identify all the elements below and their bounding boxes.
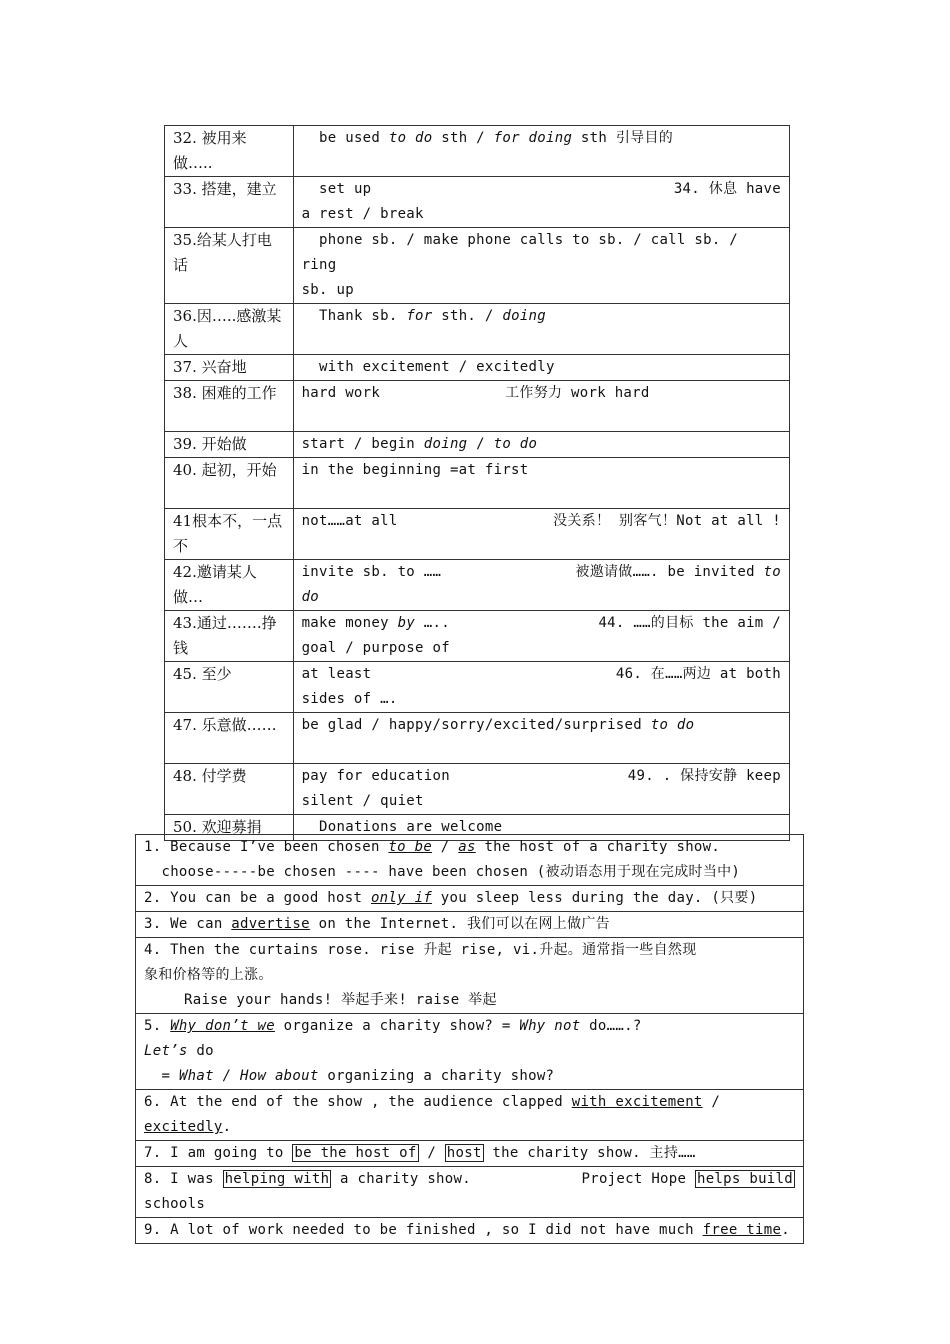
note-4: 4. Then the curtains rose. rise 升起 rise, vi.升起。通常指一些自然现 象和价格等的上涨。 Raise your hands! 举起手来! raise 举起 [136, 938, 804, 1014]
table-row [165, 381, 790, 432]
note-2: 2. You can be a good host only if you sleep less during the day. (只要) [136, 886, 804, 912]
table-row [165, 458, 790, 509]
note-6: 6. At the end of the show , the audience clapped with excitement / excitedly. [136, 1090, 804, 1141]
row-content: be used to do sth / for doing sth 引导目的 [293, 126, 789, 177]
table-row [136, 886, 804, 912]
table-row [136, 1167, 804, 1218]
table-row [165, 560, 790, 611]
table-row [165, 304, 790, 355]
row-label: 50. 欢迎募捐 [165, 815, 294, 841]
row-content: in the beginning =at first [293, 458, 789, 509]
row-content: hard work 工作努力 work hard [293, 381, 789, 432]
row-content: invite sb. to …… 被邀请做……. be invited to do [293, 560, 789, 611]
row-content: phone sb. / make phone calls to sb. / call sb. / ring sb. up [293, 228, 789, 304]
row-label: 36.因…..感激某人 [165, 304, 294, 355]
row-label: 40. 起初，开始 [165, 458, 294, 509]
row-label: 43.通过…….挣钱 [165, 611, 294, 662]
table-row [165, 355, 790, 381]
table-row [165, 126, 790, 177]
table-row [165, 432, 790, 458]
row-label: 33. 搭建，建立 [165, 177, 294, 228]
row-label: 35.给某人打电话 [165, 228, 294, 304]
table-row [165, 509, 790, 560]
vocab-table [164, 125, 790, 841]
table-row [136, 1218, 804, 1244]
row-content: start / begin doing / to do [293, 432, 789, 458]
row-label: 41根本不，一点不 [165, 509, 294, 560]
row-content: be glad / happy/sorry/excited/surprised to do [293, 713, 789, 764]
row-content: Donations are welcome [293, 815, 789, 841]
note-5: 5. Why don’t we organize a charity show? = Why not do…….? Let’s do = What / How about organizing a charity show? [136, 1014, 804, 1090]
note-7: 7. I am going to be the host of / host the charity show. 主持…… [136, 1141, 804, 1167]
row-label: 42.邀请某人做… [165, 560, 294, 611]
row-label: 39. 开始做 [165, 432, 294, 458]
row-content: make money by ….. 44. ……的目标 the aim / goal / purpose of [293, 611, 789, 662]
table-row [165, 177, 790, 228]
row-label: 45. 至少 [165, 662, 294, 713]
row-content: pay for education 49. . 保持安静 keep silent / quiet [293, 764, 789, 815]
row-label: 47. 乐意做…… [165, 713, 294, 764]
table-row [136, 1141, 804, 1167]
table-row [136, 1014, 804, 1090]
table-row [165, 228, 790, 304]
note-1: 1. Because I’ve been chosen to be / as the host of a charity show. choose-----be chosen ---- have been chosen (被动语态用于现在完成时当中) [136, 835, 804, 886]
table-row [165, 713, 790, 764]
table-row [136, 912, 804, 938]
row-content: set up 34. 休息 have a rest / break [293, 177, 789, 228]
row-content: not……at all 没关系！ 别客气！Not at all ! [293, 509, 789, 560]
table-row [136, 938, 804, 1014]
row-label: 48. 付学费 [165, 764, 294, 815]
notes-table [135, 834, 804, 1244]
row-content: Thank sb. for sth. / doing [293, 304, 789, 355]
note-8: 8. I was helping with a charity show. Project Hope helps build schools [136, 1167, 804, 1218]
row-label: 38. 困难的工作 [165, 381, 294, 432]
row-label: 37. 兴奋地 [165, 355, 294, 381]
row-content: with excitement / excitedly [293, 355, 789, 381]
note-3: 3. We can advertise on the Internet. 我们可以在网上做广告 [136, 912, 804, 938]
table-row [136, 835, 804, 886]
table-row [165, 662, 790, 713]
table-row [165, 764, 790, 815]
note-9: 9. A lot of work needed to be finished , so I did not have much free time. [136, 1218, 804, 1244]
row-content: at least 46. 在……两边 at both sides of …. [293, 662, 789, 713]
row-label: 32. 被用来做….. [165, 126, 294, 177]
table-row [136, 1090, 804, 1141]
table-row [165, 611, 790, 662]
